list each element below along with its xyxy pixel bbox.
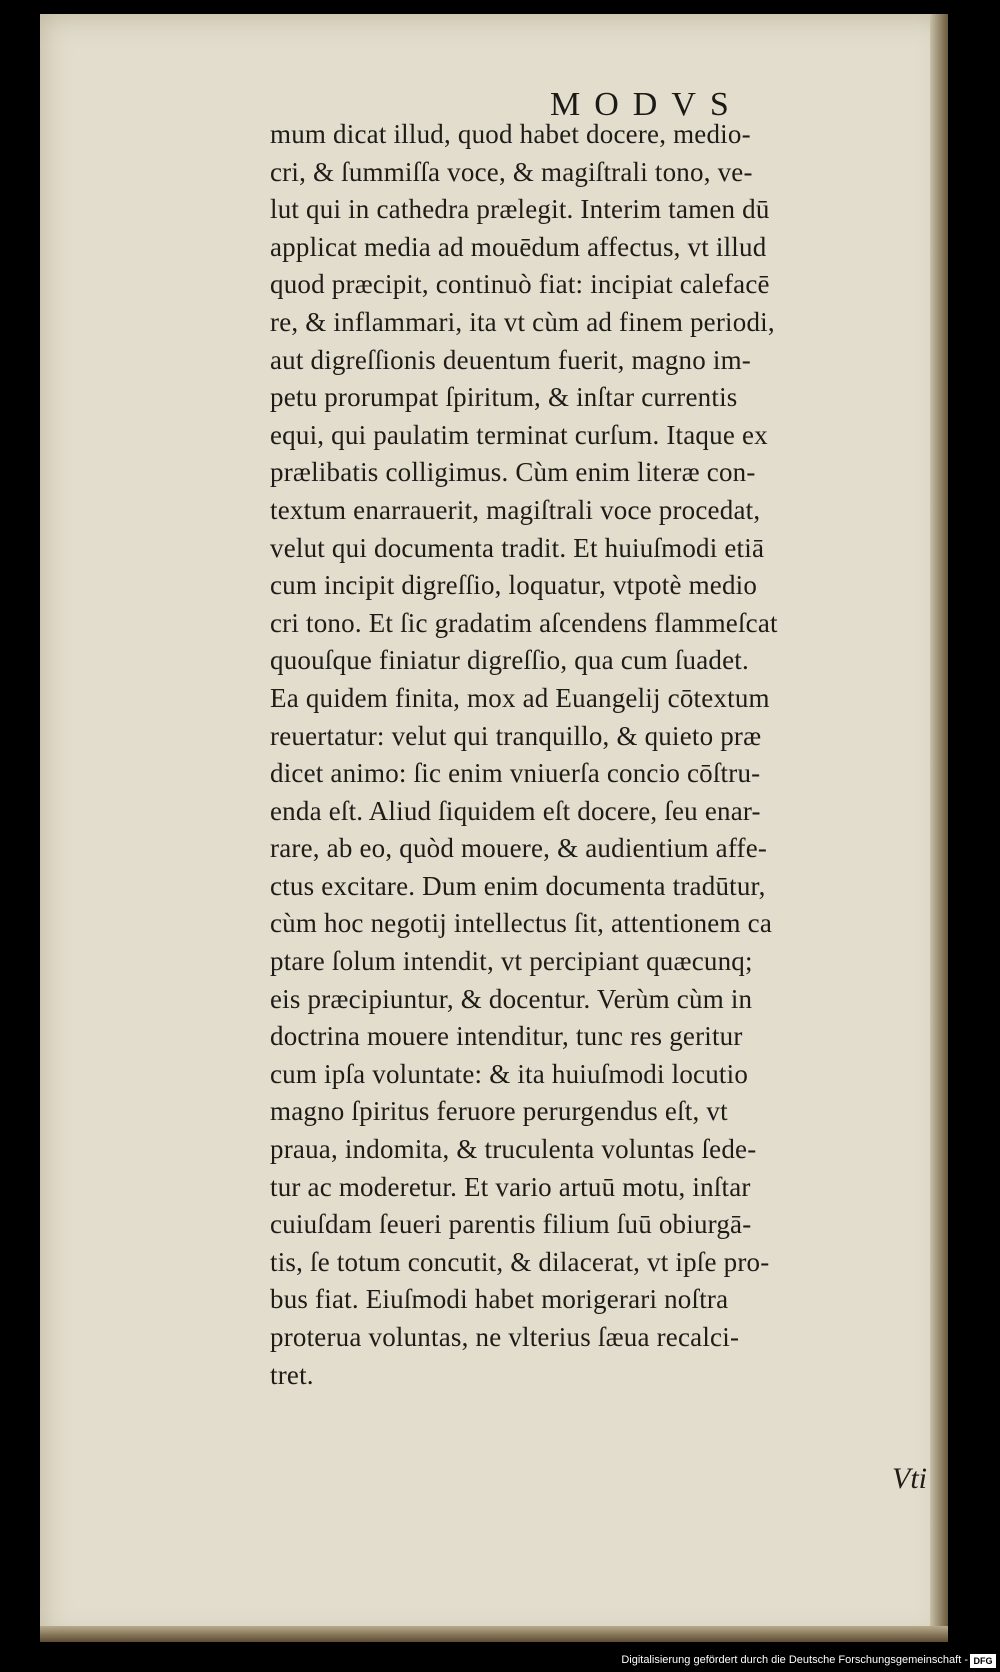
page-spine-shadow <box>930 14 948 1642</box>
text-line: reuertatur: velut qui tranquillo, & quieto præ <box>270 720 762 751</box>
text-line: doctrina mouere intenditur, tunc res geritur <box>270 1021 743 1052</box>
text-line: lut qui in cathedra prælegit. Interim tamen dū <box>270 194 770 225</box>
body-text <box>270 116 910 1394</box>
text-line: mum dicat illud, quod habet docere, medio- <box>270 119 751 149</box>
text-line: ptare ſolum intendit, vt percipiant quæcunq; <box>270 946 753 977</box>
text-line: equi, qui paulatim terminat curſum. Itaque ex <box>270 419 768 450</box>
text-line: cum ipſa voluntate: & ita huiuſmodi locutio <box>270 1058 749 1089</box>
text-line: quod præcipit, continuò fiat: incipiat calefacē <box>270 269 770 300</box>
text-line: tur ac moderetur. Et vario artuū motu, inſtar <box>270 1171 751 1202</box>
page-bottom-edge <box>40 1626 948 1642</box>
text-line: eis præcipiuntur, & docentur. Verùm cùm in <box>270 983 753 1014</box>
text-line: enda eſt. Aliud ſiquidem eſt docere, ſeu enar- <box>270 795 761 826</box>
text-line: cri tono. Et ſic gradatim aſcendens flammeſcat <box>270 607 778 638</box>
text-line: cri, & ſummiſſa voce, & magiſtrali tono, ve- <box>270 156 753 187</box>
digitization-credit: Digitalisierung gefördert durch die Deutsche Forschungsgemeinschaft - <box>621 1654 968 1666</box>
text-line: tret. <box>270 1359 314 1390</box>
dfg-logo-icon: DFG <box>970 1654 996 1668</box>
text-line: velut qui documenta tradit. Et huiuſmodi etiā <box>270 532 765 563</box>
text-line: tis, ſe totum concutit, & dilacerat, vt ipſe pro- <box>270 1246 770 1277</box>
text-line: proterua voluntas, ne vlterius ſæua recalci- <box>270 1322 740 1352</box>
text-line: aut digreſſionis deuentum fuerit, magno im- <box>270 344 751 375</box>
text-line: prælibatis colligimus. Cùm enim literæ con- <box>270 457 756 488</box>
text-line: quouſque finiatur digreſſio, qua cum ſuadet. <box>270 645 749 676</box>
text-line: Ea quidem finita, mox ad Euangelij cōtextum <box>270 682 770 713</box>
catchword: Vti <box>892 1462 927 1495</box>
text-line: dicet animo: ſic enim vniuerſa concio cōſtru- <box>270 758 761 789</box>
text-line: ctus excitare. Dum enim documenta tradūtur, <box>270 870 766 901</box>
text-line: praua, indomita, & truculenta voluntas ſede- <box>270 1134 757 1165</box>
text-line: cuiuſdam ſeueri parentis filium ſuū obiurgā- <box>270 1209 752 1240</box>
text-line: rare, ab eo, quòd mouere, & audientium affe- <box>270 833 768 864</box>
text-line: applicat media ad mouēdum affectus, vt illud <box>270 231 767 262</box>
text-line: magno ſpiritus feruore perurgendus eſt, vt <box>270 1096 728 1127</box>
running-head: MODVS <box>550 86 743 123</box>
text-line: textum enarrauerit, magiſtrali voce procedat, <box>270 494 761 525</box>
text-line: cum incipit digreſſio, loquatur, vtpotè medio <box>270 570 758 601</box>
text-line: re, & inflammari, ita vt cùm ad finem periodi, <box>270 306 775 337</box>
text-line: bus fiat. Eiuſmodi habet morigerari noſtra <box>270 1284 729 1315</box>
text-line: cùm hoc negotij intellectus ſit, attentionem ca <box>270 908 773 939</box>
text-line: petu prorumpat ſpiritum, & inſtar currentis <box>270 382 738 413</box>
